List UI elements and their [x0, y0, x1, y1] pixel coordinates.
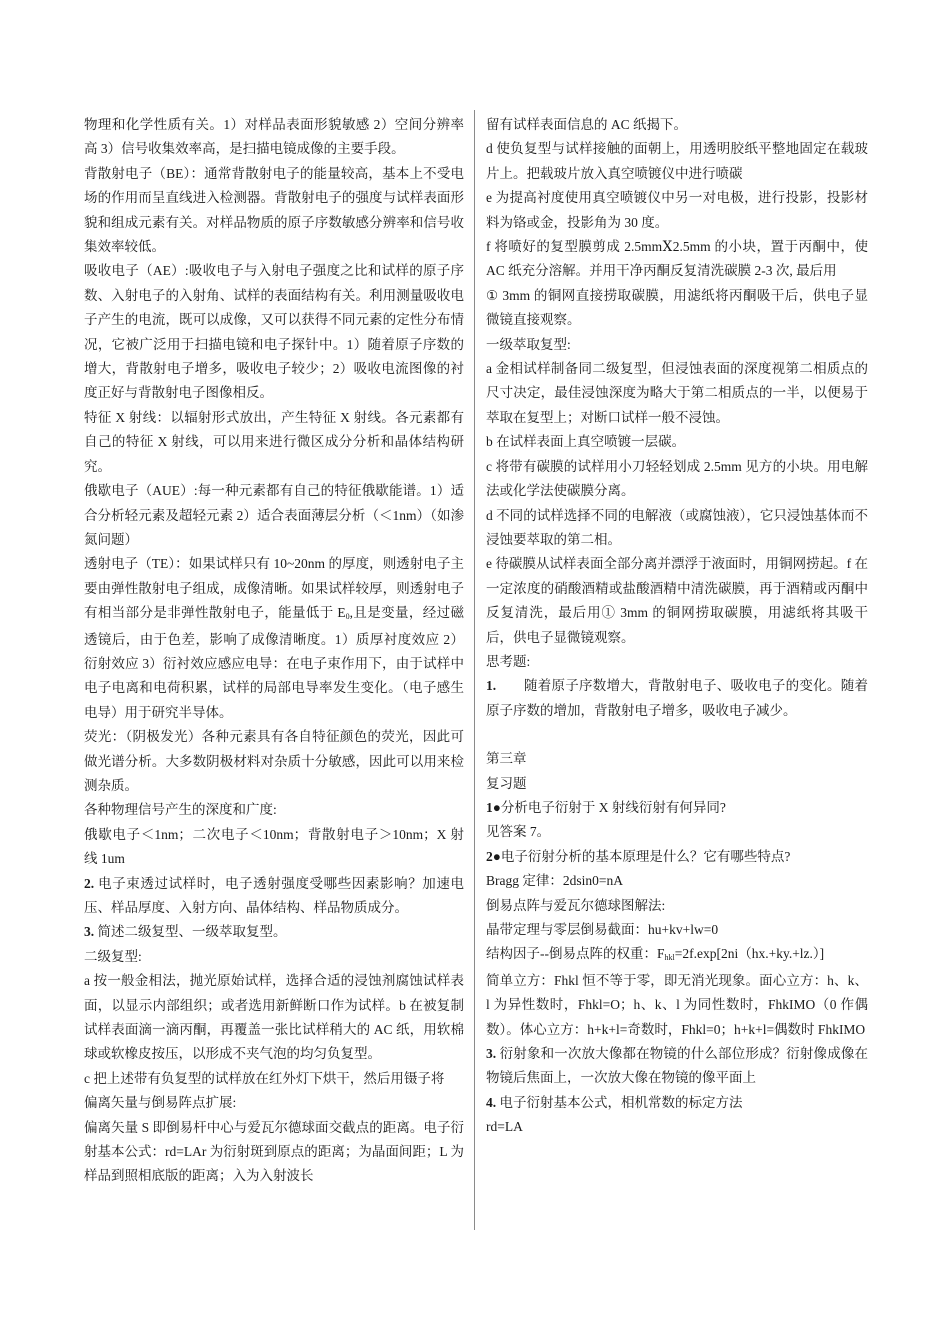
question-text: 电子衍射基本公式，相机常数的标定方法 — [496, 1094, 743, 1110]
question-text: 随着原子序数增大，背散射电子、吸收电子的变化。随着原子序数的增加，背散射电子增多，吸收电子减少。 — [486, 678, 868, 718]
column-divider — [474, 110, 475, 1230]
question-text: 简述二级复型、一级萃取复型。 — [94, 924, 287, 940]
bragg-law: Bragg 定律：2dsin0=nA — [486, 873, 623, 889]
paragraph-step-f: f 将喷好的复型膜剪成 2.5mmⅩ2.5mm 的小块，置于丙酮中，使 AC 纸充分溶解。并用干净丙酮反复清洗碳膜 2-3 次, 最后用 — [486, 239, 868, 279]
question-number: 1. — [486, 678, 497, 694]
subscript-hkl: hkl — [664, 953, 675, 963]
question-2 — [84, 872, 464, 921]
answer-see-7: 见答案 7。 — [486, 824, 551, 840]
question-text: 衍射象和一次放大像都在物镜的什么部位形成？衍射像成像在物镜后焦面上，一次放大像在物镜的像平面上 — [486, 1046, 868, 1086]
paragraph-se-summary: 物理和化学性质有关。1）对样品表面形貌敏感 2）空间分辨率高 3）信号收集效率高，是扫描电镜成像的主要手段。 — [84, 117, 464, 157]
paragraph-fluorescence: 荧光：（阴极发光）各种元素具有各自特征颜色的荧光，因此可做光谱分析。大多数阴极材料对杂质十分敏感，因此可以用来检测杂质。 — [84, 729, 464, 793]
paragraph-step-d: d 使负复型与试样接触的面朝上，用透明胶纸平整地固定在载玻片上。把载玻片放入真空喷镀仪中进行喷碳 — [486, 141, 868, 181]
paragraph-signal-depth-values: 俄歇电子＜1nm；二次电子＜10nm；背散射电子＞10nm；X 射线 1um — [84, 826, 464, 867]
thinking-question-1 — [486, 674, 868, 723]
heading-secondary-replica: 二级复型: — [84, 948, 142, 964]
paragraph-extraction-d: d 不同的试样选择不同的电解液（或腐蚀液），它只浸蚀基体而不浸蚀要萃取的第二相。 — [486, 507, 868, 547]
heading-thinking-questions: 思考题: — [486, 653, 531, 669]
paragraph-extraction-a: a 金相试样制备同二级复型，但浸蚀表面的深度视第二相质点的尺寸决定，最佳浸蚀深度为略大于第二相质点的一半，以便易于萃取在复型上；对断口试样一般不浸蚀。 — [486, 361, 868, 425]
paragraph-extraction-ef: e 待碳膜从试样表面全部分离并漂浮于液面时，用铜网捞起。f 在一定浓度的硝酸酒精或盐酸酒精中清洗碳膜，再于酒精或丙酮中反复清洗，最后用① 3mm 的铜网捞取碳膜，用滤纸将其吸干后，供电子显微镜观察。 — [486, 556, 868, 645]
question-number: 2● — [486, 848, 501, 864]
paragraph-replica-steps-ab: a 按一般金相法，抛光原始试样，选择合适的浸蚀剂腐蚀试样表面，以显示内部组织；或者选用新鲜断口作为试样。b 在被复制试样表面滴一滴丙酮，再覆盖一张比试样稍大的 AC 纸，用软棉球或软橡皮按压，以形成不夹气泡的均匀负复型。 — [84, 973, 464, 1062]
review-question-4 — [486, 1091, 868, 1115]
camera-constant-formula: rd=LA — [486, 1119, 523, 1135]
question-text: 分析电子衍射于 X 射线衍射有何异同? — [500, 799, 726, 815]
question-number: 1● — [486, 799, 501, 815]
text-fragment: =2f.exp[2ni（hx.+ky.+lz.）] — [674, 946, 825, 962]
subscript-zero: 0 — [345, 612, 350, 622]
paragraph-transmitted-electron — [84, 552, 464, 725]
heading-deviation-vector: 偏离矢量与倒易阵点扩展: — [84, 1095, 237, 1111]
review-heading: 复习题 — [486, 775, 527, 791]
text-fragment: ,且是变量，经过磁透镜后，由于色差，影响了成像清晰度。1）质厚衬度效应 2）衍射效应 3）衍衬效应感应电导：在电子束作用下，由于试样中电子电离和电荷积累，试样的局部电导率发生变化。（电子感生电导）用于研究半导体。 — [84, 605, 465, 720]
chapter-heading: 第三章 — [486, 751, 527, 767]
review-question-3 — [486, 1042, 868, 1091]
paragraph-replica-step-c: c 把上述带有负复型的试样放在红外灯下烘干，然后用镊子将 — [84, 1070, 445, 1086]
heading-extraction-replica: 一级萃取复型: — [486, 336, 571, 352]
paragraph-extraction-c: c 将带有碳膜的试样用小刀轻轻划成 2.5mm 见方的小块。用电解法或化学法使碳膜分离。 — [486, 458, 868, 499]
paragraph-backscattered-electron: 背散射电子（BE）：通常背散射电子的能量较高，基本上不受电场的作用而呈直线进入检测器。背散射电子的强度与试样表面形貌和组成元素有关。对样品物质的原子序数敏感分辨率和信号收集效率较低。 — [84, 165, 464, 255]
zone-law: 晶带定理与零层倒易截面：hu+kv+lw=0 — [486, 922, 719, 937]
question-3 — [84, 920, 464, 944]
heading-reciprocal-lattice: 倒易点阵与爱瓦尔德球图解法: — [486, 897, 666, 913]
structure-factor — [486, 942, 868, 968]
question-number: 2. — [84, 875, 95, 891]
paragraph-step-e: e 为提高衬度使用真空喷镀仪中另一对电极，进行投影，投影材料为铬或金，投影角为 30 度。 — [486, 190, 868, 230]
question-text: 电子衍射分析的基本原理是什么？它有哪些特点? — [500, 848, 791, 864]
paragraph-deviation-vector: 偏离矢量 S 即倒易杆中心与爱瓦尔德球面交截点的距离。电子衍射基本公式：rd=LAr 为衍射斑到原点的距离；为晶面间距；L 为样品到照相底版的距离；入为入射波长 — [84, 1119, 464, 1184]
paragraph-auger-electron: 俄歇电子（AUE）:每一种元素都有自己的特征俄歇能谱。1）适合分析轻元素及超轻元素 2）适合表面薄层分析（＜1nm）（如渗氮问题） — [84, 483, 464, 547]
paragraph-ac-paper: 留有试样表面信息的 AC 纸揭下。 — [486, 117, 688, 132]
paragraph-copper-grid: ① 3mm 的铜网直接捞取碳膜，用滤纸将丙酮吸干后，供电子显微镜直接观察。 — [486, 287, 868, 328]
left-column — [84, 113, 464, 1189]
question-number: 3. — [84, 924, 95, 940]
paragraph-signal-depth-heading: 各种物理信号产生的深度和广度: — [84, 802, 277, 818]
paragraph-absorbed-electron: 吸收电子（AE）:吸收电子与入射电子强度之比和试样的原子序数、入射电子的入射角、试样的表面结构有关。利用测量吸收电子产生的电流，既可以成像，又可以获得不同元素的定性分布情况，它被广泛用于扫描电镜和电子探针中。1）随着原子序数的增大，背散射电子增多，吸收电子较少；2）吸收电流图像的衬度正好与背散射电子图像相反。 — [84, 263, 464, 401]
paragraph-characteristic-xray: 特征 X 射线：以辐射形式放出，产生特征 X 射线。各元素都有自己的特征 X 射线，可以用来进行微区成分分析和晶体结构研究。 — [84, 409, 464, 474]
question-text: 电子束透过试样时，电子透射强度受哪些因素影响？加速电压、样品厚度、入射方向、晶体结构、样品物质成分。 — [84, 875, 464, 915]
question-number: 4. — [486, 1094, 497, 1110]
paragraph-extraction-b: b 在试样表面上真空喷镀一层碳。 — [486, 434, 686, 450]
right-column — [486, 113, 868, 1140]
review-question-1 — [486, 796, 868, 820]
review-question-2 — [486, 845, 868, 869]
extinction-rules: 简单立方：Fhkl 恒不等于零，即无消光现象。面心立方：h、k、l 为异性数时，Fhkl=O；h、k、l 为同性数时，FhkIMO（0 作偶数）。体心立方：h+k+l=奇数时，Fhkl=0；h+k+l=偶数时 FhkIMO — [486, 972, 868, 1037]
text-fragment: 结构因子--倒易点阵的权重：F — [486, 946, 665, 962]
question-number: 3. — [486, 1046, 497, 1062]
text-fragment: 透射电子（TE）：如果试样只有 10~20nm 的厚度，则透射电子主要由弹性散射电子组成，成像清晰。如果试样较厚，则透射电子有相当部分是非弹性散射电子，能量低于 E — [84, 556, 464, 621]
